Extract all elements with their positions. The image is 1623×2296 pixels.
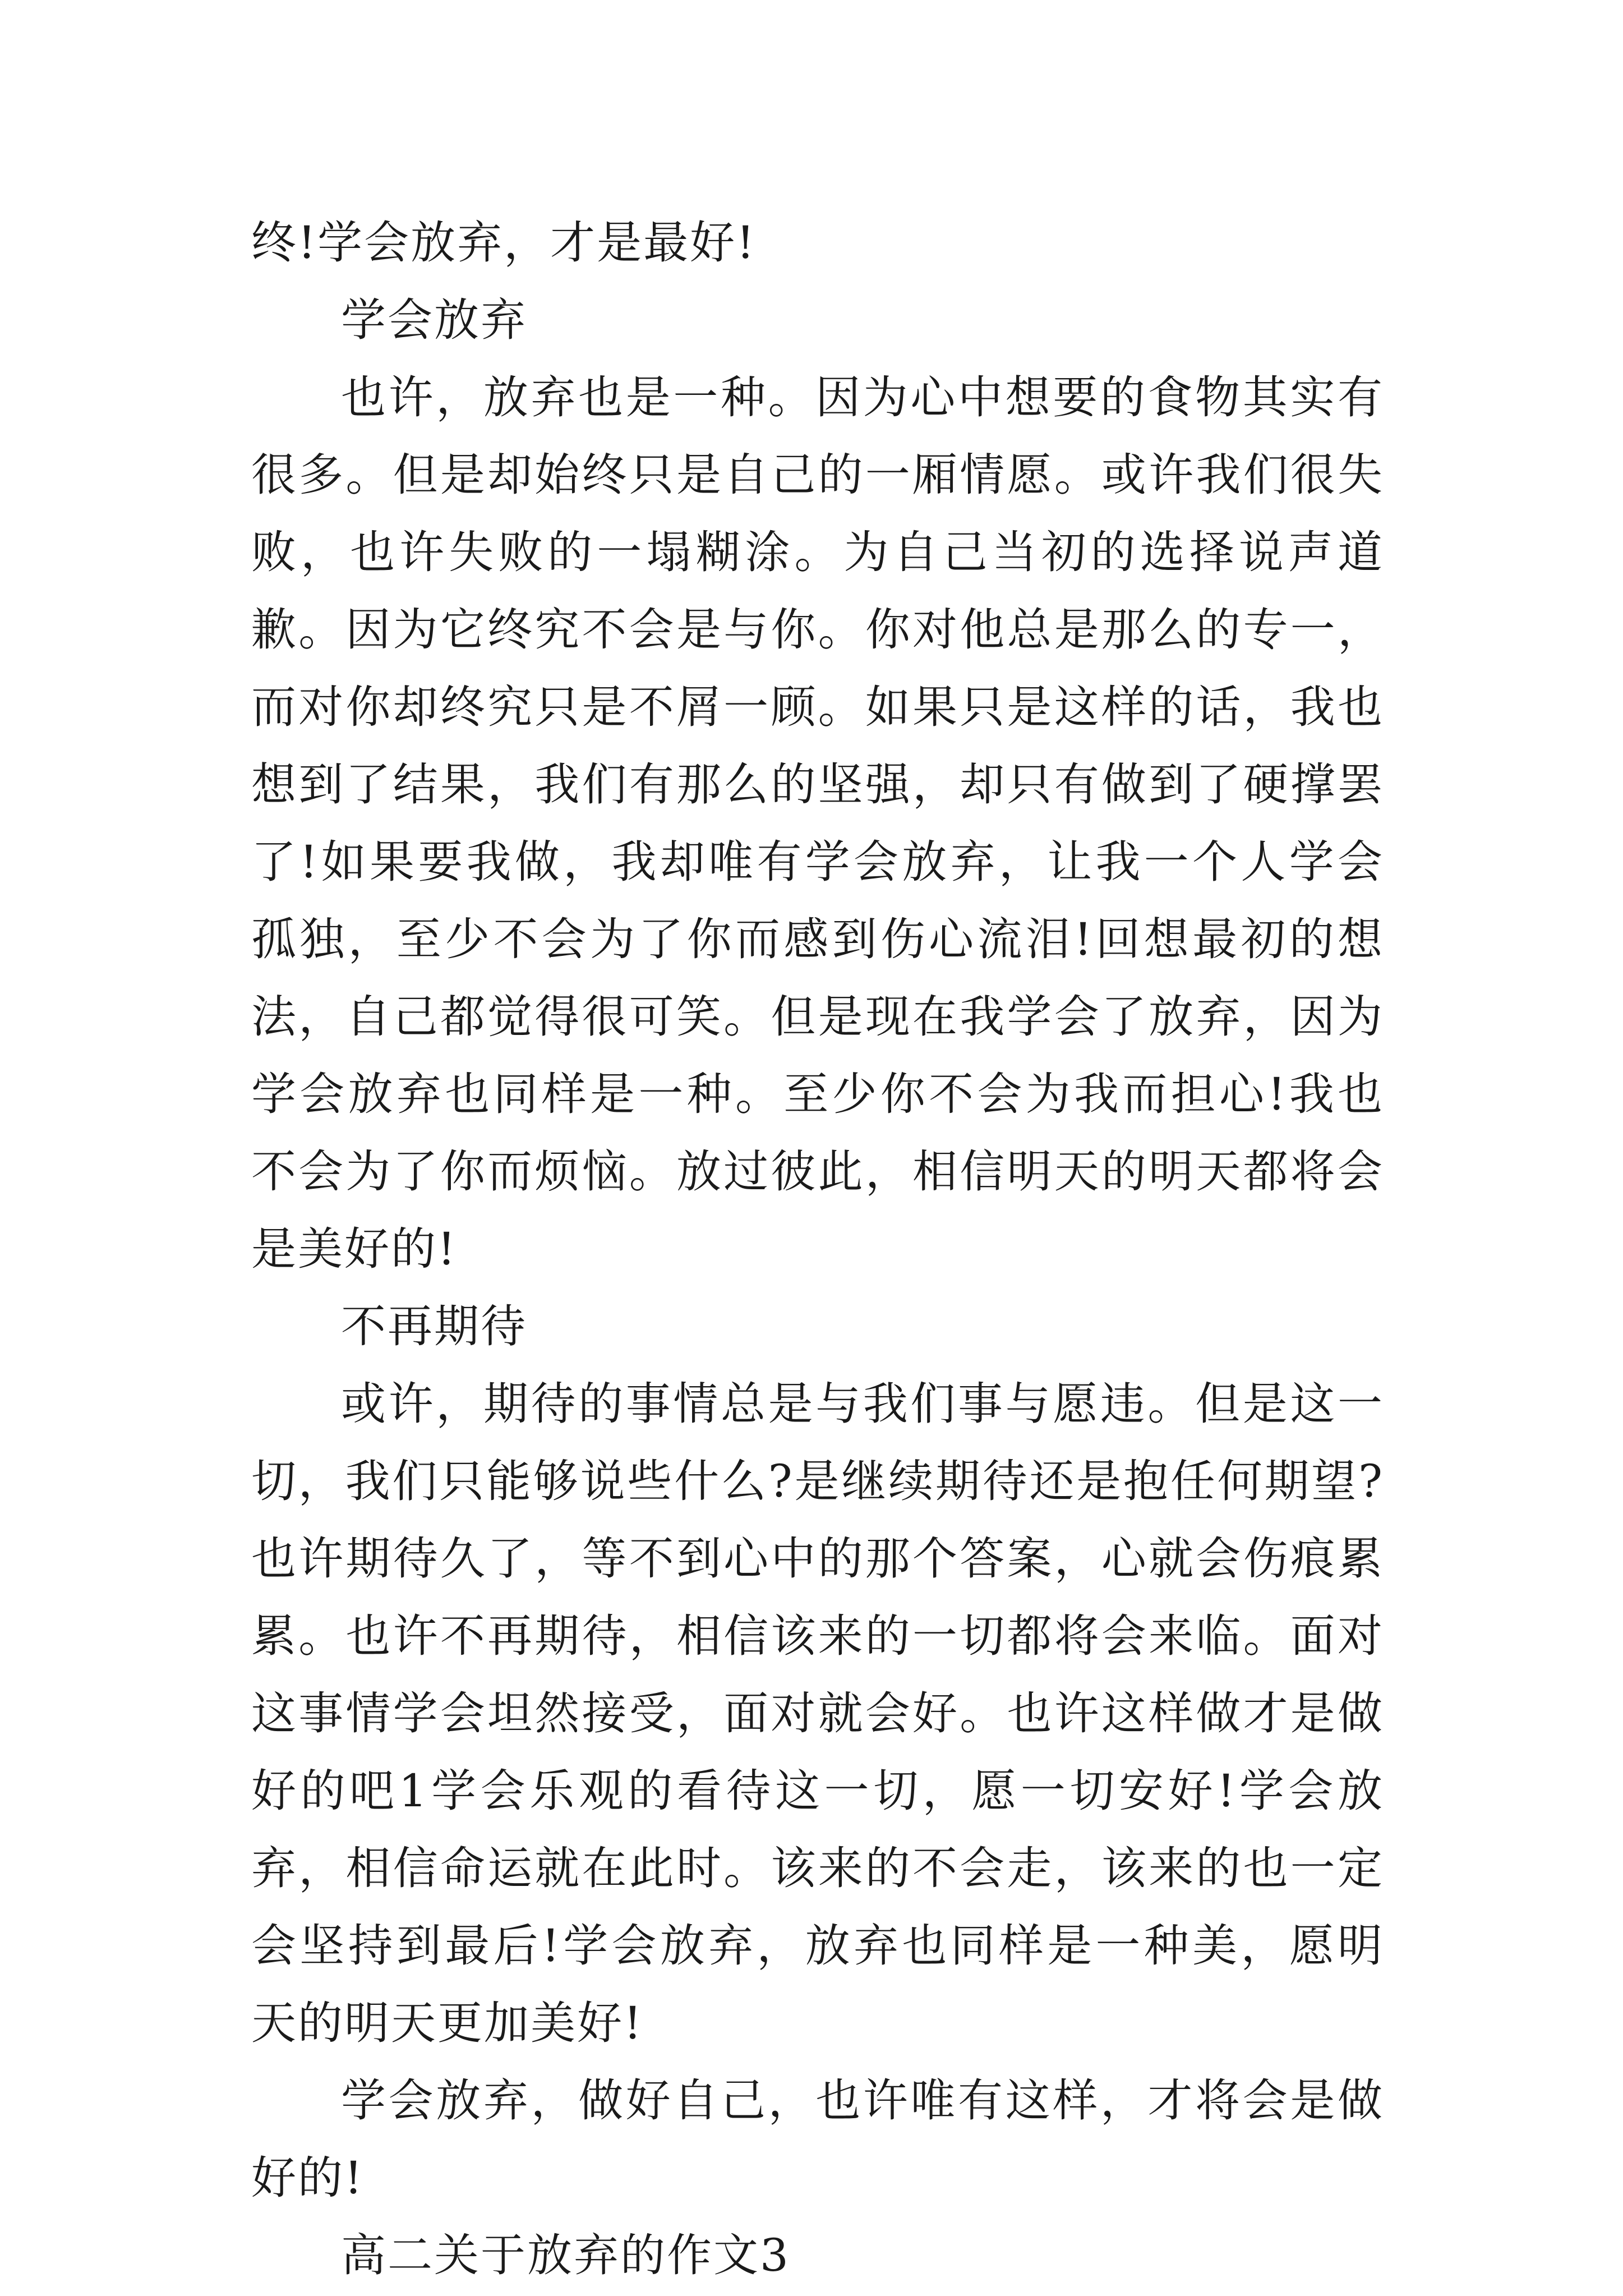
section-heading-learn-to-give-up: 学会放弃 [341,294,527,346]
paragraph-continuation: 终!学会放弃，才是最好! [251,217,757,269]
paragraph-conclusion: 学会放弃，做好自己，也许唯有这样，才将会是做好的! [251,2074,1384,2204]
section-heading-no-more-expectation: 不再期待 [341,1300,527,1352]
paragraph-learn-to-give-up: 也许，放弃也是一种。因为心中想要的食物其实有很多。但是却始终只是自己的一厢情愿。或许我们很失败，也许失败的一塌糊涂。为自己当初的选择说声道歉。因为它终究不会是与你。你对他总是那么的专一，而对你却终究只是不屑一顾。如果只是这样的话，我也想到了结果，我们有那么的坚强，却只有做到了硬撑罢了!如果要我做，我却唯有学会放弃，让我一个人学会孤独，至少不会为了你而感到伤心流泪!回想最初的想法，自己都觉得很可笑。但是现在我学会了放弃，因为学会放弃也同样是一种。至少你不会为我而担心!我也不会为了你而烦恼。放过彼此，相信明天的明天都将会是美好的! [251,371,1384,1275]
paragraph-no-more-expectation: 或许，期待的事情总是与我们事与愿违。但是这一切，我们只能够说些什么?是继续期待还是抱任何期望?也许期待久了，等不到心中的那个答案，心就会伤痕累累。也许不再期待，相信该来的一切都将会来临。面对这事情学会坦然接受，面对就会好。也许这样做才是做好的吧1学会乐观的看待这一切，愿一切安好!学会放弃，相信命运就在此时。该来的不会走，该来的也一定会坚持到最后!学会放弃，放弃也同样是一种美，愿明天的明天更加美好! [251,1378,1384,2049]
essay-title-3: 高二关于放弃的作文3 [341,2229,790,2281]
document-body [251,204,1384,2294]
